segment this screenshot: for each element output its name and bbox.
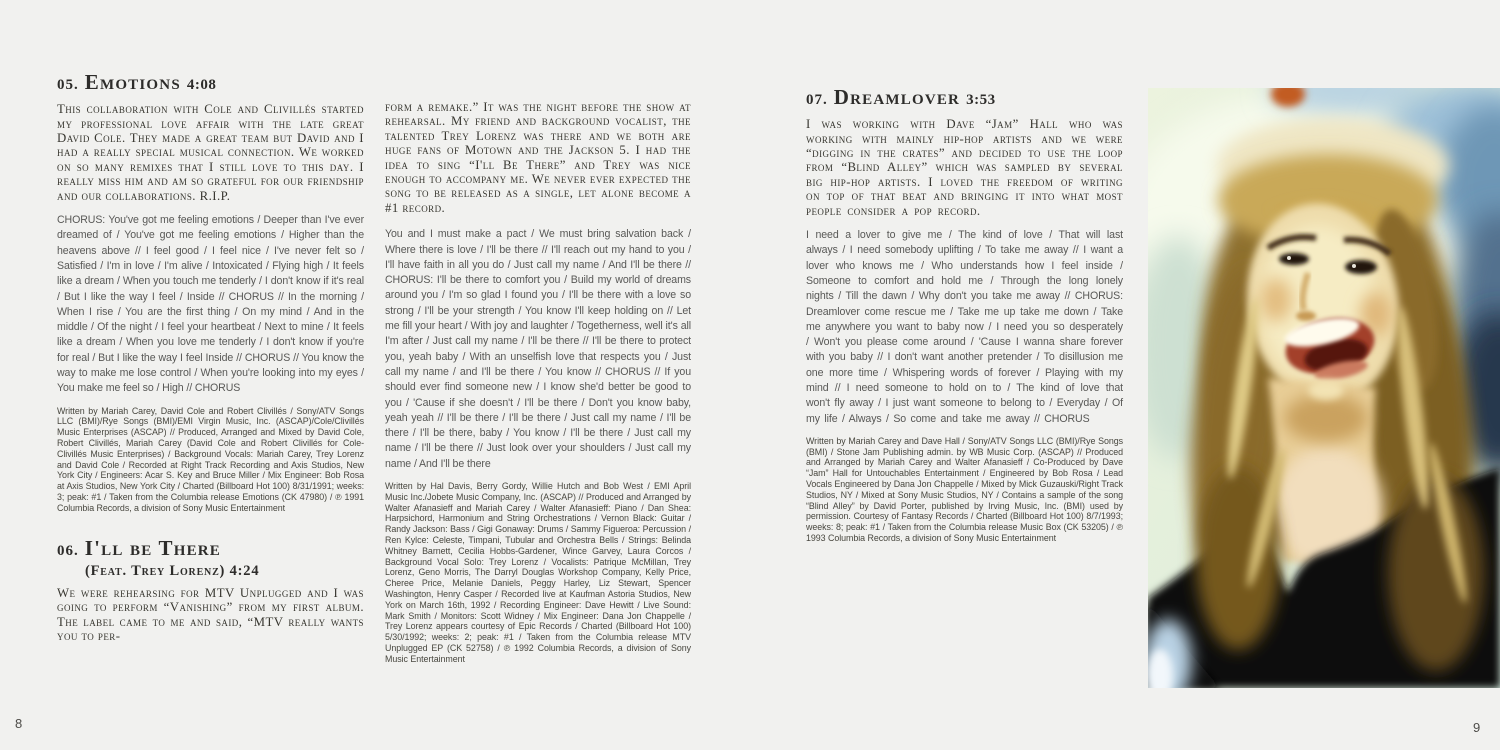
track-05-credits: Written by Mariah Carey, David Cole and Robert Clivillés / Sony/ATV Songs LLC (BMI)/Rye Songs (BMI)/EMI Virgin Music, Inc. (ASCAP)/Cole/Clivillés Music Enterprises (ASCAP) // Produced, Arranged and Mixed by David Cole, Robert Clivillés, Mariah Carey (David Cole and Robert Clivillés for Cole-Clivillés Music Enterprises) / Background Vocals: Mariah Carey, Trey Lorenz and David Cole / Recorded at Right Track Recording and Axis Studios, New York City / Engineers: Acar S. Key and Bruce Miller / Mix Engineer: Bob Rosa at Axis Studios, New York City / Charted (Billboard Hot 100) 8/31/1991; weeks: 3; peak: #1 / Taken from the Columbia release Emotions (CK 47980) / ℗ 1991 Columbia Records, a division of Sony Music Entertainment <box>57 405 364 513</box>
track-05-number: 05. <box>57 77 79 93</box>
track-05-commentary: This collaboration with Cole and Clivillés started my professional love affair with the late great David Cole. They made a great team but David and I had a really special musical connection. We worked on so many remixes that I still love to this day. I really miss him and am so grateful for our friendship and our collaborations. R.I.P. <box>57 102 364 203</box>
track-07-number: 07. <box>806 92 828 108</box>
page-number-left: 8 <box>15 716 23 731</box>
mariah-laughing-photo <box>1148 88 1500 688</box>
track-07-title: Dreamlover <box>833 85 961 109</box>
track-06-commentary-part2: form a remake.” It was the night before the show at rehearsal. My friend and background vocalist, the talented Trey Lorenz was there and we both are huge fans of Motown and the Jackson 5. I had the idea to sing “I'll Be There” and Trey was nice enough to accompany me. We never ever expected the song to be released as a single, let alone become a #1 record. <box>385 100 691 215</box>
track-07-commentary: I was working with Dave “Jam” Hall who was working with mainly hip-hop artists and we were “digging in the crates” and decided to use the loop from “Blind Alley” which was sampled by several big hip-hop artists. I loved the freedom of writing on top of that beat and bringing it into what most people consider a pop record. <box>806 117 1123 218</box>
left-page-column-2 <box>385 100 691 665</box>
track-06-number: 06. <box>57 542 79 559</box>
track-05-duration: 4:08 <box>186 77 217 93</box>
track-05-heading <box>57 70 364 95</box>
page-number-right: 9 <box>1473 720 1481 735</box>
track-07-lyrics: I need a lover to give me / The kind of love / That will last always / I need somebody uplifting / To take me away // I want a lover who knows me / Who understands how I feel inside / Someone to comfort and hold me / Through the long lonely nights / Till the dawn / Why don't you take me away // CHORUS: Dreamlover come rescue me / Take me up take me down / Take me anywhere you want to baby now / I need you so desperately / Won't you please come around / 'Cause I wanna share forever with you baby // I don't want another pretender / To disillusion me one more time / Whispering words of forever / Playing with my mind // I need someone to hold on to / The kind of love that won't fly away / I just want someone to belong to / Everyday / Of my life / Always / So come and take me away // CHORUS <box>806 229 1123 425</box>
track-06-commentary-part1: We were rehearsing for MTV Unplugged and I was going to perform “Vanishing” from my first album. The label came to me and said, “MTV really wants you to per- <box>57 585 364 644</box>
track-06-heading <box>57 536 364 579</box>
right-page-column <box>806 85 1123 544</box>
track-07-credits: Written by Mariah Carey and Dave Hall / Sony/ATV Songs LLC (BMI)/Rye Songs (BMI) / Stone Jam Publishing admin. by WB Music Corp. (ASCAP) // Produced and Arranged by Mariah Carey and Walter Afanasieff / Co-Produced by Dave “Jam” Hall for Untouchables Entertainment / Engineered by Bob Rosa / Lead Vocals Engineered by Dana Jon Chappelle / Mixed by Mick Guzauski/Right Track Studios, NY / Mixed at Sony Music Studios, NY / Contains a sample of the song “Blind Alley” by David Porter, published by Irving Music, Inc. (BMI) used by permission. Courtesy of Fantasy Records / Charted (Billboard Hot 100) 8/7/1993; weeks: 8; peak: #1 / Taken from the Columbia release Music Box (CK 53205) / ℗ 1993 Columbia Records, a division of Sony Music Entertainment <box>806 435 1123 544</box>
track-06-title: I'll be There <box>84 535 222 560</box>
track-05-lyrics: CHORUS: You've got me feeling emotions / Deeper than I've ever dreamed of / You've got me feeling emotions / Higher than the heavens above // I feel good / I feel nice / I've never felt so / Satisfied / I'm in love / I'm alive / Intoxicated / Flying high / It feels like a dream / When you touch me tenderly / I don't know if it's real / But I like the way I feel / Inside // CHORUS // In the morning / When I rise / You are the first thing / On my mind / And in the middle / Of the night / I feel your heartbeat / Next to mine / It feels like a dream / When you love me tenderly / I don't know if you're for real / But I like the way I feel Inside // CHORUS // You know the way to make me lose control / When you're looking into my eyes / You make me feel so / High // CHORUS <box>57 214 364 395</box>
track-06-subtitle: (Feat. Trey Lorenz) 4:24 <box>85 562 260 579</box>
track-05-title: Emotions <box>84 70 181 94</box>
track-07-heading <box>806 85 1123 110</box>
track-06-credits: Written by Hal Davis, Berry Gordy, Willie Hutch and Bob West / EMI April Music Inc./Jobete Music Company, Inc. (ASCAP) // Produced and Arranged by Walter Afanasieff and Mariah Carey / Walter Afanasieff: Piano / Dan Shea: Harpsichord, Harmonium and String Orchestrations / Vernon Black: Guitar / Randy Jackson: Bass / Gigi Gonaway: Drums / Sammy Figueroa: Percussion / Ren Kylce: Celeste, Timpani, Tubular and Orchestra Bells / Strings: Belinda Whitney Barnett, Cecilia Hobbs-Gardener, Wince Garvey, Laura Corcos / Background Vocal Solo: Trey Lorenz / Vocalists: Patrique McMillan, Trey Lorenz, Geno Morris, The Darryl Douglas Workshop Company, Kelly Price, Cheree Price, Melanie Daniels, Peggy Harley, Liz Stewart, Spencer Washington, Henry Casper / Recorded live at Kaufman Astoria Studios, New York on March 16th, 1992 / Recording Engineer: Dave Hewitt / Live Sound: Mark Smith / Monitors: Scott Widney / Mix Engineer: Dana Jon Chappelle / Trey Lorenz appears courtesy of Epic Records / Charted (Billboard Hot 100) 5/30/1992; weeks: 2; peak: #1 / Taken from the Columbia release MTV Unplugged EP (CK 52758) / ℗ 1992 Columbia Records, a division of Sony Music Entertainment <box>385 481 691 664</box>
mariah-photo-illustration <box>1148 88 1500 688</box>
track-07-duration: 3:53 <box>966 92 996 108</box>
track-06-lyrics: You and I must make a pact / We must bring salvation back / Where there is love / I'll be there // I'll reach out my hand to you / I'll have faith in all you do / Just call my name / And I'll be there // CHORUS: I'll be there to comfort you / Build my world of dreams around you / I'm so glad I found you / I'll be there with a love so strong / I'll be your strength / You know I'll keep holding on // Let me fill your heart / With joy and laughter / Togetherness, well it's all I'm after / Just call my name / I'll be there // I'll be there to protect you, yeah baby / With an unselfish love that respects you / Just call my name / and I'll be there / You know // CHORUS // If you should ever find someone new / I know she'd better be good to you / 'Cause if she doesn't / I'll be there / Don't you know baby, yeah yeah // I'll be there / I'll be there / Just call my name / I'll be there / I'll be there, baby / You know / I'll be there / Just call my name / I'll be there // Just look over your shoulders / Just call my name / And I'll be there <box>385 228 691 470</box>
left-page-column-1 <box>57 70 364 654</box>
